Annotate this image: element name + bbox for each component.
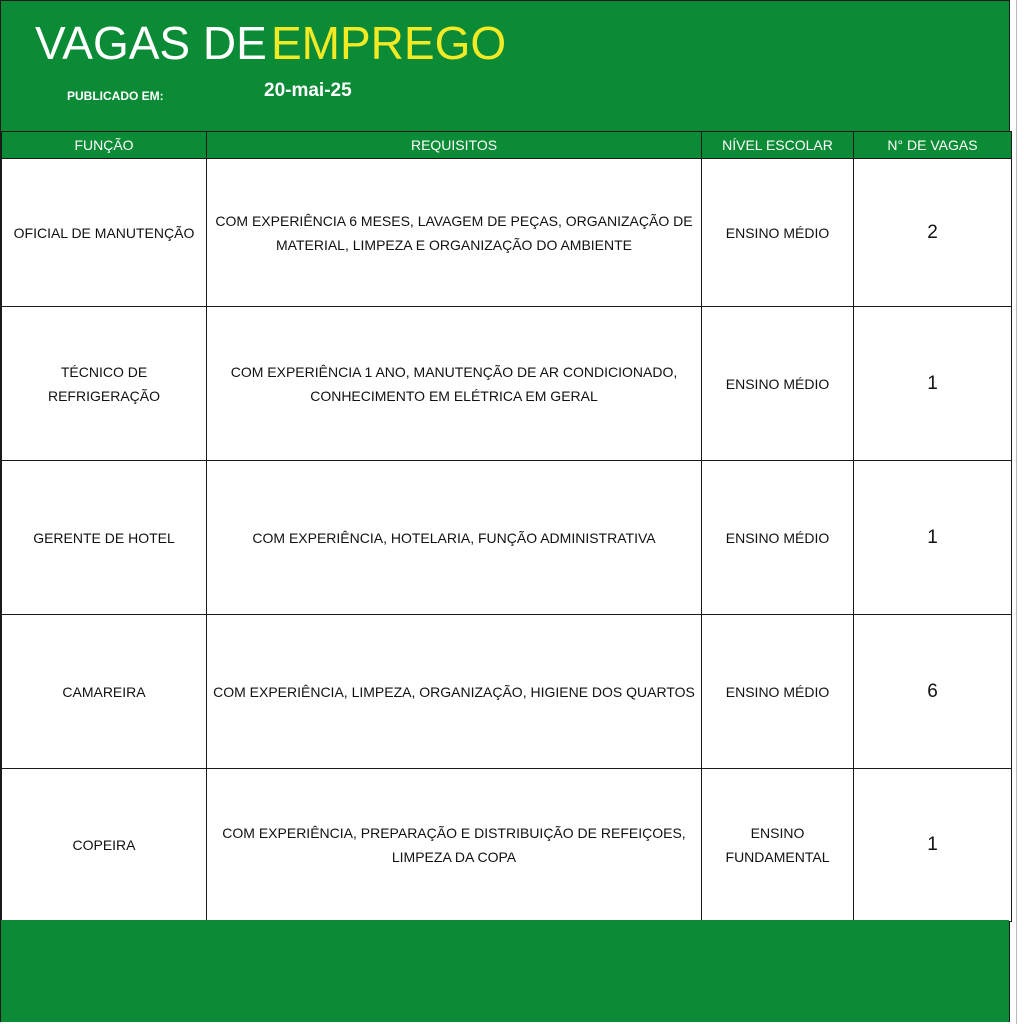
cell-requisitos (207, 769, 702, 922)
cell-requisitos-line1: COM EXPERIÊNCIA 1 ANO, MANUTENÇÃO DE AR CONDICIONADO, (230, 363, 678, 380)
title-vagas-de: VAGAS DE (35, 17, 267, 69)
cell-requisitos-line2: MATERIAL, LIMPEZA E ORGANIZAÇÃO DO AMBIENTE (275, 236, 633, 253)
cell-funcao-text: CAMAREIRA (62, 683, 146, 700)
cell-vagas (854, 769, 1012, 922)
cell-vagas-value: 2 (927, 221, 938, 243)
footer-banner (1, 920, 1009, 1022)
table-row (2, 461, 1012, 615)
cell-nivel-line1: ENSINO (750, 825, 805, 841)
cell-funcao (2, 769, 207, 922)
cell-requisitos-line2: CONHECIMENTO EM ELÉTRICA EM GERAL (310, 387, 598, 404)
jobs-table (1, 131, 1012, 922)
cell-nivel-escolar (702, 461, 854, 615)
cell-vagas (854, 461, 1012, 615)
cell-funcao-text: GERENTE DE HOTEL (33, 529, 175, 546)
table-row (2, 615, 1012, 769)
cell-nivel-escolar (702, 307, 854, 461)
spreadsheet-gridline (1016, 0, 1017, 1024)
header-banner (1, 1, 1009, 131)
column-header-requisitos: REQUISITOS (207, 132, 702, 159)
cell-vagas-value: 1 (927, 834, 938, 855)
cell-requisitos (207, 615, 702, 769)
cell-vagas-value: 1 (927, 372, 938, 394)
cell-funcao (2, 461, 207, 615)
cell-requisitos (207, 461, 702, 615)
cell-requisitos-line2: LIMPEZA DA COPA (391, 849, 517, 865)
table-row (2, 159, 1012, 307)
published-date: 20-mai-25 (264, 80, 352, 101)
cell-requisitos-line1: COM EXPERIÊNCIA, HOTELARIA, FUNÇÃO ADMINISTRATIVA (252, 529, 656, 546)
cell-funcao-text: OFICIAL DE MANUTENÇÃO (13, 224, 195, 241)
cell-nivel-escolar (702, 615, 854, 769)
cell-nivel-escolar (702, 159, 854, 307)
cell-nivel-line1: ENSINO MÉDIO (725, 375, 830, 392)
cell-vagas (854, 159, 1012, 307)
cell-nivel-line1: ENSINO MÉDIO (725, 224, 830, 241)
published-label: PUBLICADO EM: (67, 89, 164, 103)
cell-vagas-value: 6 (927, 680, 938, 702)
table-row (2, 769, 1012, 922)
cell-funcao (2, 615, 207, 769)
cell-vagas (854, 615, 1012, 769)
cell-funcao (2, 159, 207, 307)
cell-funcao (2, 307, 207, 461)
cell-requisitos-line1: COM EXPERIÊNCIA, PREPARAÇÃO E DISTRIBUIÇÃO DE REFEIÇOES, (222, 825, 686, 841)
column-header-nivel-escolar: NÍVEL ESCOLAR (702, 132, 854, 159)
cell-requisitos-line1: COM EXPERIÊNCIA, LIMPEZA, ORGANIZAÇÃO, HIGIENE DOS QUARTOS (213, 683, 695, 700)
cell-nivel-line2: FUNDAMENTAL (725, 849, 830, 865)
cell-vagas (854, 307, 1012, 461)
cell-nivel-escolar (702, 769, 854, 922)
cell-requisitos (207, 159, 702, 307)
column-header-vagas: N° DE VAGAS (854, 132, 1012, 159)
table-row (2, 307, 1012, 461)
cell-nivel-line1: ENSINO MÉDIO (725, 683, 830, 700)
table-header-row (2, 132, 1012, 159)
cell-nivel-line1: ENSINO MÉDIO (725, 529, 830, 546)
cell-vagas-value: 1 (927, 526, 938, 548)
cell-funcao-text: COPEIRA (72, 837, 136, 853)
title-emprego: EMPREGO (271, 17, 507, 69)
cell-funcao-text: TÉCNICO DE REFRIGERAÇÃO (47, 363, 160, 404)
column-header-funcao: FUNÇÃO (2, 132, 207, 159)
cell-requisitos-line1: COM EXPERIÊNCIA 6 MESES, LAVAGEM DE PEÇAS, ORGANIZAÇÃO DE (215, 212, 693, 229)
cell-requisitos (207, 307, 702, 461)
